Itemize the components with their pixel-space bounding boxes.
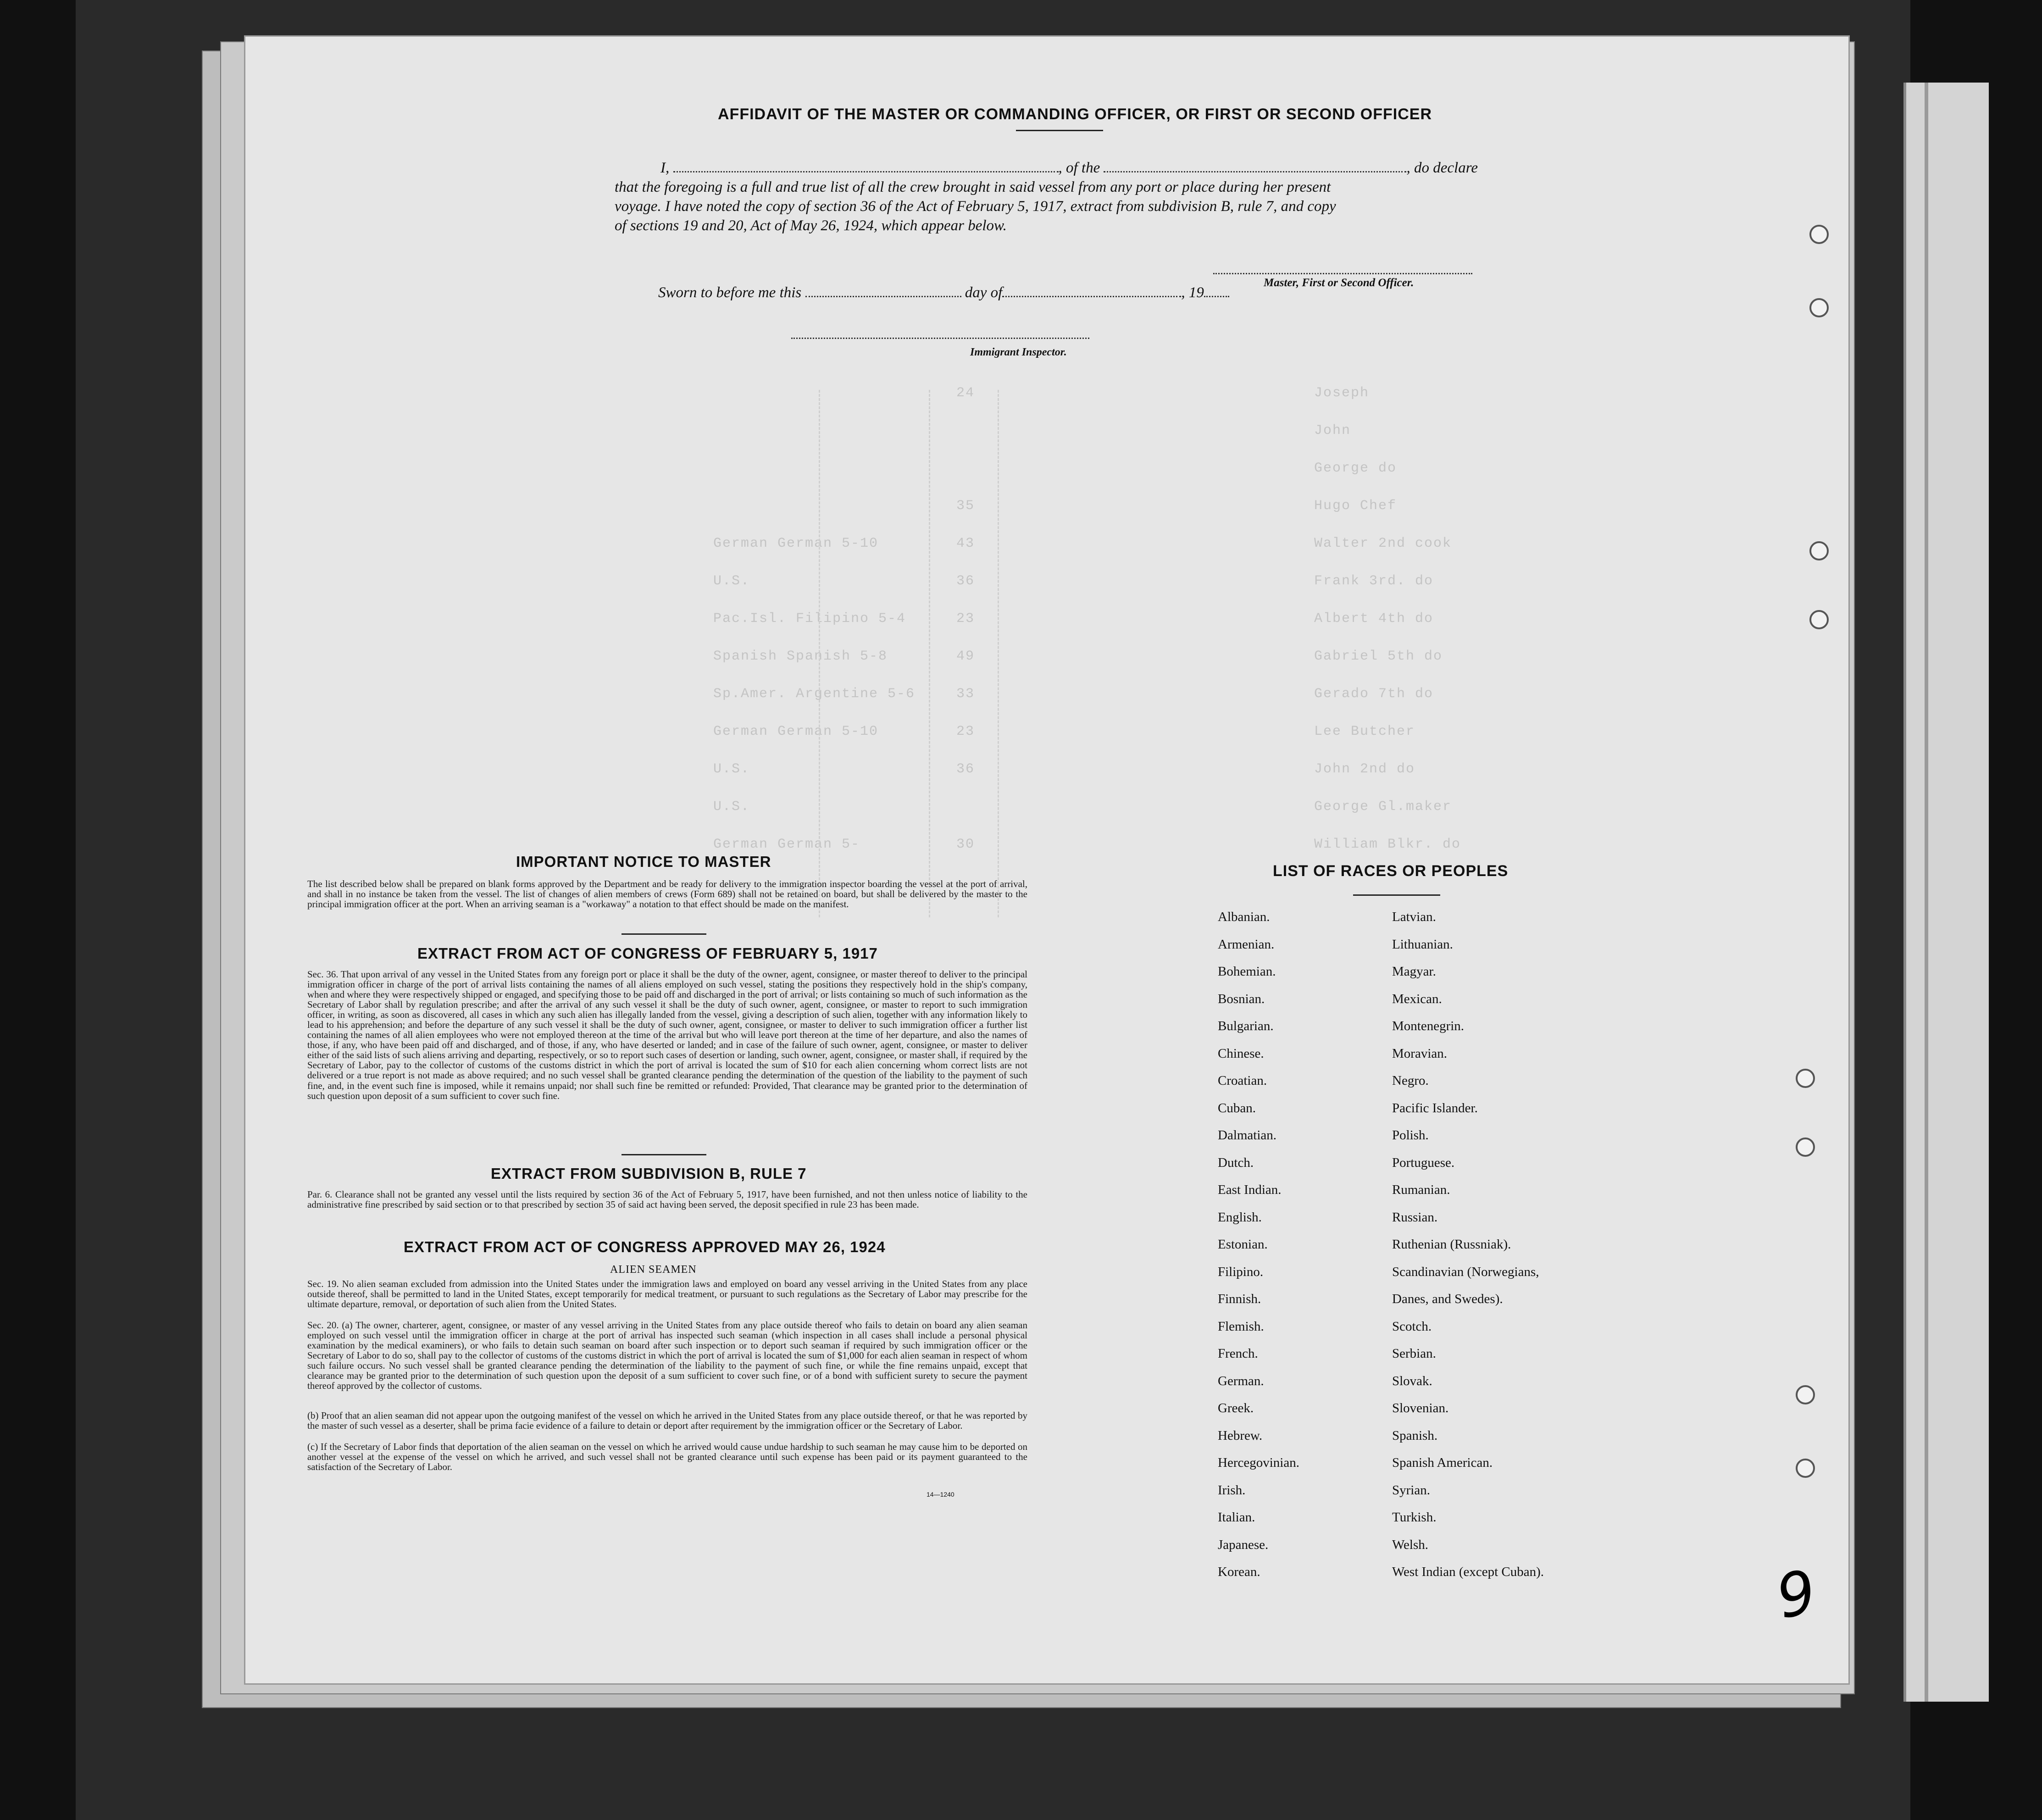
inspector-signature-line[interactable] (791, 338, 1089, 339)
race-item: Hercegovinian. (1218, 1455, 1299, 1470)
race-item: Montenegrin. (1392, 1019, 1465, 1033)
sworn-day-blank[interactable] (805, 292, 961, 297)
sworn-line (658, 284, 1229, 301)
bleed-through-name: John 2nd do (1314, 761, 1415, 777)
race-item: Filipino. (1218, 1264, 1264, 1279)
bleed-through-name: Walter 2nd cook (1314, 536, 1452, 551)
rule7-text: Par. 6. Clearance shall not be granted any vessel until the lists required by section 36 of the Act of February 5, 1917, have been furnished, and not then unless notice of liability to the administrative fine prescribed by said section or to that prescribed by section 35 of said act having been served, the deposit specified in rule 23 has been made. (307, 1189, 1027, 1210)
bleed-through-name: Gerado 7th do (1314, 686, 1434, 702)
bleed-through-name: George do (1314, 461, 1397, 476)
bleed-through-name: Hugo Chef (1314, 498, 1397, 514)
race-item: Moravian. (1392, 1046, 1447, 1061)
bleed-through-age: 30 (956, 837, 975, 852)
bleed-through-name: Frank 3rd. do (1314, 573, 1434, 589)
race-item: Croatian. (1218, 1073, 1267, 1088)
race-item: Korean. (1218, 1565, 1260, 1579)
officer-signature-line[interactable] (1213, 273, 1472, 274)
race-item: East Indian. (1218, 1182, 1282, 1197)
race-item: Dutch. (1218, 1155, 1254, 1170)
sec20b-text: (b) Proof that an alien seaman did not appear upon the outgoing manifest of the vessel on which he arrived in the United States from any place outside thereof, or that he was reported by the master of such vessel as a deserter, shall be prima facie evidence of a failure to detain or deport after requirement by the immigration officer or the Secretary of Labor. (307, 1410, 1027, 1432)
bleed-through-age: 43 (956, 536, 975, 551)
race-item: Spanish. (1392, 1428, 1438, 1443)
bleed-through-age: 49 (956, 649, 975, 664)
extract-1917-text: Sec. 36. That upon arrival of any vessel in the United States from any foreign port or place it shall be the duty of the owner, agent, consignee, or master thereof to deliver to the principal immigration officer in charge of the port of arrival lists containing the names of all aliens employed on such vessel, stating the positions they respectively hold in the ship's company, when and where they were respectively shipped or engaged, and specifying those to be paid off and discharged in the port of arrival; or lists containing so much of such information as the Secretary of Labor shall by regulation prescribe; and after the arrival of any such vessel it shall be the duty of such owner, agent, consignee, or master to report to such immigration officer, in writing, as soon as discovered, all cases in which any such alien has illegally landed from the vessel, giving a description of such alien, together with any information likely to lead to his apprehension; and before the departure of any such vessel it shall be the duty of such owner, agent, consignee, or master to deliver to such immigration officer a further list containing the names of all alien employees who were not employed thereon at the time of the arrival but who will leave port thereon at the time of her departure, and also the names of those, if any, who have been paid off and discharged, and of those, if any, who have deserted or landed; and in case of the failure of such owner, agent, consignee, or master to deliver either of the said lists of such aliens arriving and departing, respectively, or so to report such cases of desertion or landing, such owner, agent, consignee, or master shall, if required by the Secretary of Labor, pay to the collector of customs of the customs district in which the port of arrival is located the sum of $10 for each alien concerning whom correct lists are not delivered or a true report is not made as above required; and no such vessel shall be granted clearance pending the determination of the question of the liability to the payment of such fine, and, in the event such fine is imposed, while it remains unpaid; nor shall such fine be remitted or refunded: Provided, That clearance may be granted prior to the determination of such question upon deposit of a sum sufficient to cover such fine. (307, 969, 1027, 1101)
race-item: Mexican. (1392, 991, 1442, 1006)
bleed-through-nation: U.S. (713, 799, 750, 815)
handwritten-page-number: 9 (1770, 1556, 1822, 1632)
punch-hole (1809, 298, 1829, 317)
affidavit-line1 (660, 160, 1478, 177)
notice-text: The list described below shall be prepared on blank forms approved by the Department and be ready for delivery to the immigration inspector boarding the vessel at the port of arrival, and shall in no instance be taken from the vessel. The list of changes of alien members of crews (Form 689) shall not be retained on board, but shall be delivered by the master to the principal immigration officer at the port. When an arriving seaman is a "workaway" a notation to that effect should be made on the manifest. (307, 878, 1027, 910)
race-item: Slovak. (1392, 1373, 1432, 1388)
day-of-text: day of (965, 284, 1003, 301)
race-item: Greek. (1218, 1401, 1254, 1415)
bleed-through-nation: Spanish Spanish 5-8 (713, 649, 888, 664)
race-item: Welsh. (1392, 1537, 1429, 1552)
race-item: Chinese. (1218, 1046, 1264, 1061)
bleed-through-nation: U.S. (713, 761, 750, 777)
race-item: Italian. (1218, 1510, 1255, 1525)
year-text: , 19 (1181, 284, 1204, 301)
bleed-through-age: 33 (956, 686, 975, 702)
manifest-page (245, 37, 1848, 1683)
race-item: German. (1218, 1373, 1264, 1388)
race-item: Slovenian. (1392, 1401, 1449, 1415)
races-title: LIST OF RACES OR PEOPLES (1273, 862, 1509, 880)
bleed-through-name: Gabriel 5th do (1314, 649, 1443, 664)
race-item: Dalmatian. (1218, 1128, 1277, 1143)
race-item: Syrian. (1392, 1482, 1430, 1498)
race-item: Lithuanian. (1392, 937, 1453, 952)
affidavit-line2: that the foregoing is a full and true list of all the crew brought in said vessel from any port or place during her present (615, 179, 1331, 195)
sworn-year-blank[interactable] (1204, 292, 1229, 297)
sec19-text: Sec. 19. No alien seaman excluded from admission into the United States under the immigration laws and employed on board any vessel arriving in the United States from any place outside thereof, shall be permitted to land in the United States, except temporarily for medical treatment, or pursuant to such regulations as the Secretary of Labor may prescribe for the ultimate departure, removal, or deportation of such alien from the United States. (307, 1278, 1027, 1310)
race-item: Portuguese. (1392, 1155, 1455, 1170)
extract-1924-title: EXTRACT FROM ACT OF CONGRESS APPROVED MAY 26, 1924 (404, 1238, 886, 1255)
race-item: Pacific Islander. (1392, 1100, 1478, 1115)
ghost-column-rule (819, 390, 820, 917)
rule7-title: EXTRACT FROM SUBDIVISION B, RULE 7 (491, 1165, 807, 1182)
officer-label: Master, First or Second Officer. (1264, 277, 1414, 289)
extract-1917-title: EXTRACT FROM ACT OF CONGRESS OF FEBRUARY 5, 1917 (417, 945, 878, 962)
affidavit-line4: of sections 19 and 20, Act of May 26, 1924, which appear below. (615, 217, 1007, 234)
bleed-through-nation: Pac.Isl. Filipino 5-4 (713, 611, 906, 627)
race-item: Polish. (1392, 1128, 1429, 1143)
inspector-label: Immigrant Inspector. (970, 346, 1067, 358)
race-item: Scotch. (1392, 1319, 1432, 1334)
bleed-through-name: George Gl.maker (1314, 799, 1452, 815)
bleed-through-name: Albert 4th do (1314, 611, 1434, 627)
race-item: Russian. (1392, 1210, 1438, 1225)
affidavit-declare: , do declare (1406, 160, 1478, 176)
race-item: Finnish. (1218, 1292, 1261, 1306)
sec20c-text: (c) If the Secretary of Labor finds that deportation of the alien seaman on the vessel on which he arrived would cause undue hardship to such seaman he may cause him to be deported on another vessel at the expense of the vessel on which he arrived, and such vessel shall not be granted clearance until such expense has been paid or its payment guaranteed to the satisfaction of the Secretary of Labor. (307, 1441, 1027, 1473)
affidavit-title: AFFIDAVIT OF THE MASTER OR COMMANDING OFFICER, OR FIRST OR SECOND OFFICER (718, 105, 1432, 123)
bleed-through-age: 24 (956, 385, 975, 401)
race-item: Albanian. (1218, 910, 1270, 924)
affidavit-of: , of the (1058, 160, 1100, 176)
binder-edge (1903, 83, 1989, 1702)
sworn-month-blank[interactable] (1002, 292, 1181, 297)
notice-title: IMPORTANT NOTICE TO MASTER (516, 853, 771, 870)
race-item: Ruthenian (Russniak). (1392, 1237, 1511, 1252)
race-item: Serbian. (1392, 1346, 1436, 1361)
race-item: Magyar. (1392, 964, 1436, 979)
race-item: Bosnian. (1218, 991, 1265, 1006)
race-item: Danes, and Swedes). (1392, 1292, 1503, 1306)
affidavit-i: I, (660, 160, 670, 176)
bleed-through-age: 36 (956, 573, 975, 589)
bleed-through-name: Joseph (1314, 385, 1370, 401)
bleed-through-name: William Blkr. do (1314, 837, 1461, 852)
race-item: English. (1218, 1210, 1262, 1225)
punch-hole (1809, 541, 1829, 560)
punch-hole (1809, 610, 1829, 629)
alien-seamen-subtitle: ALIEN SEAMEN (610, 1264, 697, 1276)
bleed-through-age: 23 (956, 611, 975, 627)
race-item: West Indian (except Cuban). (1392, 1565, 1544, 1579)
divider (621, 1154, 706, 1155)
divider (621, 933, 706, 935)
race-item: Latvian. (1392, 910, 1436, 924)
bleed-through-nation: German German 5- (713, 837, 860, 852)
race-item: Turkish. (1392, 1510, 1437, 1525)
race-item: Japanese. (1218, 1537, 1269, 1552)
form-number: 14—1240 (927, 1491, 954, 1498)
race-item: Rumanian. (1392, 1182, 1450, 1197)
bleed-through-age: 36 (956, 761, 975, 777)
vessel-blank[interactable] (1104, 167, 1406, 172)
race-item: Bulgarian. (1218, 1019, 1274, 1033)
race-item: Cuban. (1218, 1100, 1256, 1115)
bleed-through-age: 23 (956, 724, 975, 739)
bleed-through-nation: German German 5-10 (713, 536, 879, 551)
ghost-column-rule (929, 390, 930, 917)
race-item: Scandinavian (Norwegians, (1392, 1264, 1539, 1279)
bleed-through-age: 35 (956, 498, 975, 514)
race-item: Estonian. (1218, 1237, 1268, 1252)
bleed-through-name: Lee Butcher (1314, 724, 1415, 739)
races-left-column (1218, 904, 1299, 1586)
sworn-text: Sworn to before me this (658, 284, 802, 301)
punch-hole (1796, 1385, 1815, 1404)
sec20-text: Sec. 20. (a) The owner, charterer, agent, consignee, or master of any vessel arriving in the United States from any place outside thereof who fails to detain on board any alien seaman employed on such vessel until the immigration officer in charge at the port of arrival has inspected such seaman (which inspection in all cases shall include a personal physical examination by the medical examiners), or who fails to detain such seaman on board after such inspection or to deport such seaman if required by such immigration officer or the Secretary of Labor to do so, shall pay to the collector of customs of the customs district in which the port of arrival is located the sum of $1,000 for each alien seaman in respect of whom such failure occurs. No such vessel shall be granted clearance pending the determination of the liability to the payment of such fine, or while the fine remains unpaid, except that clearance may be granted prior to the determination of such question upon the deposit of a sum sufficient to cover such fine, or of a bond with sufficient surety to secure the payment thereof approved by the collector of customs. (307, 1320, 1027, 1392)
bleed-through-nation: German German 5-10 (713, 724, 879, 739)
races-right-column (1392, 904, 1544, 1586)
bleed-through-name: John (1314, 423, 1351, 438)
race-item: Flemish. (1218, 1319, 1264, 1334)
punch-hole (1796, 1138, 1815, 1157)
punch-hole (1796, 1069, 1815, 1088)
name-blank[interactable] (673, 167, 1059, 172)
punch-hole (1796, 1459, 1815, 1478)
race-item: Irish. (1218, 1482, 1246, 1498)
race-item: Negro. (1392, 1073, 1429, 1088)
divider (1353, 894, 1440, 896)
race-item: Bohemian. (1218, 964, 1276, 979)
race-item: Armenian. (1218, 937, 1275, 952)
race-item: Spanish American. (1392, 1455, 1493, 1470)
ghost-column-rule (998, 390, 999, 917)
bleed-through-nation: Sp.Amer. Argentine 5-6 (713, 686, 916, 702)
divider (1016, 130, 1103, 131)
race-item: French. (1218, 1346, 1258, 1361)
affidavit-line3: voyage. I have noted the copy of section 36 of the Act of February 5, 1917, extract from subdivision B, rule 7, and copy (615, 198, 1336, 215)
bleed-through-nation: U.S. (713, 573, 750, 589)
punch-hole (1809, 225, 1829, 244)
race-item: Hebrew. (1218, 1428, 1263, 1443)
